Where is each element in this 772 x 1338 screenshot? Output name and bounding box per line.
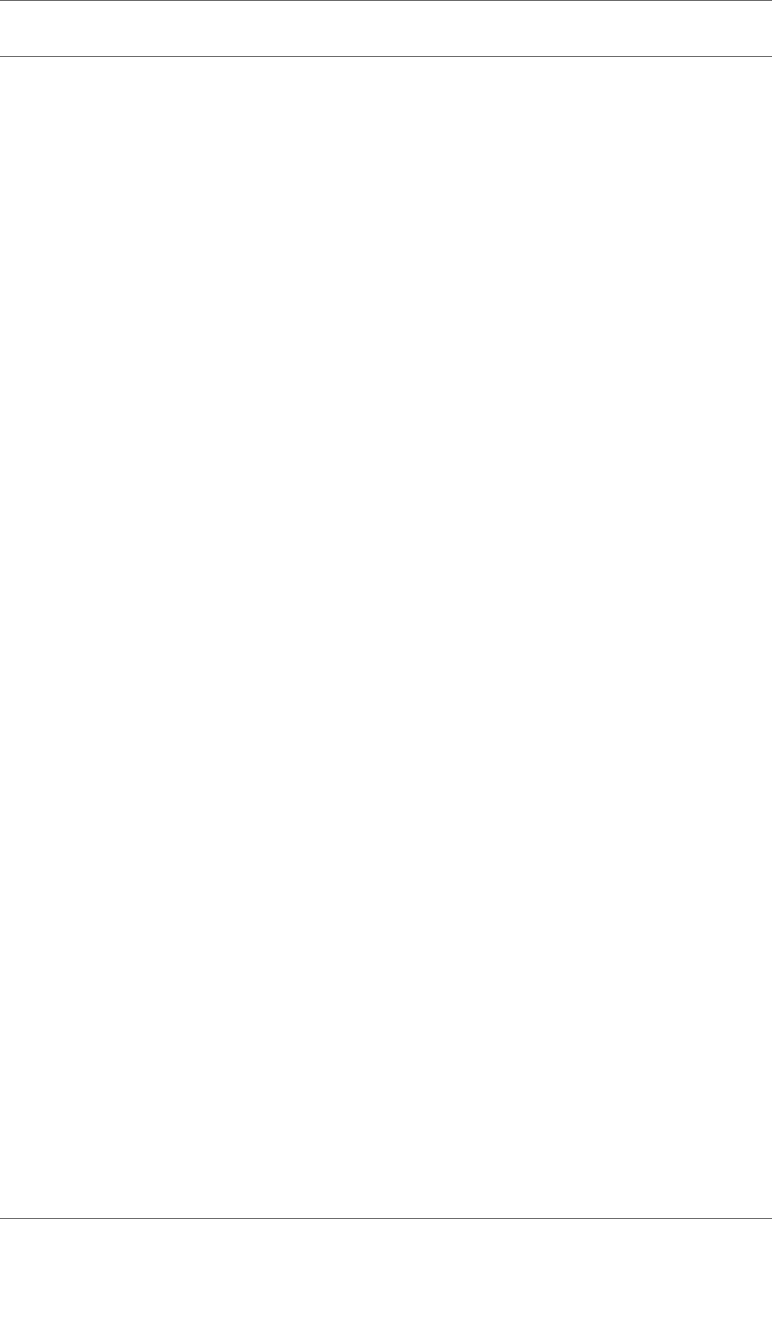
bottom-rule: [0, 1218, 772, 1219]
header-rule: [0, 56, 772, 57]
top-rule: [0, 0, 772, 1]
